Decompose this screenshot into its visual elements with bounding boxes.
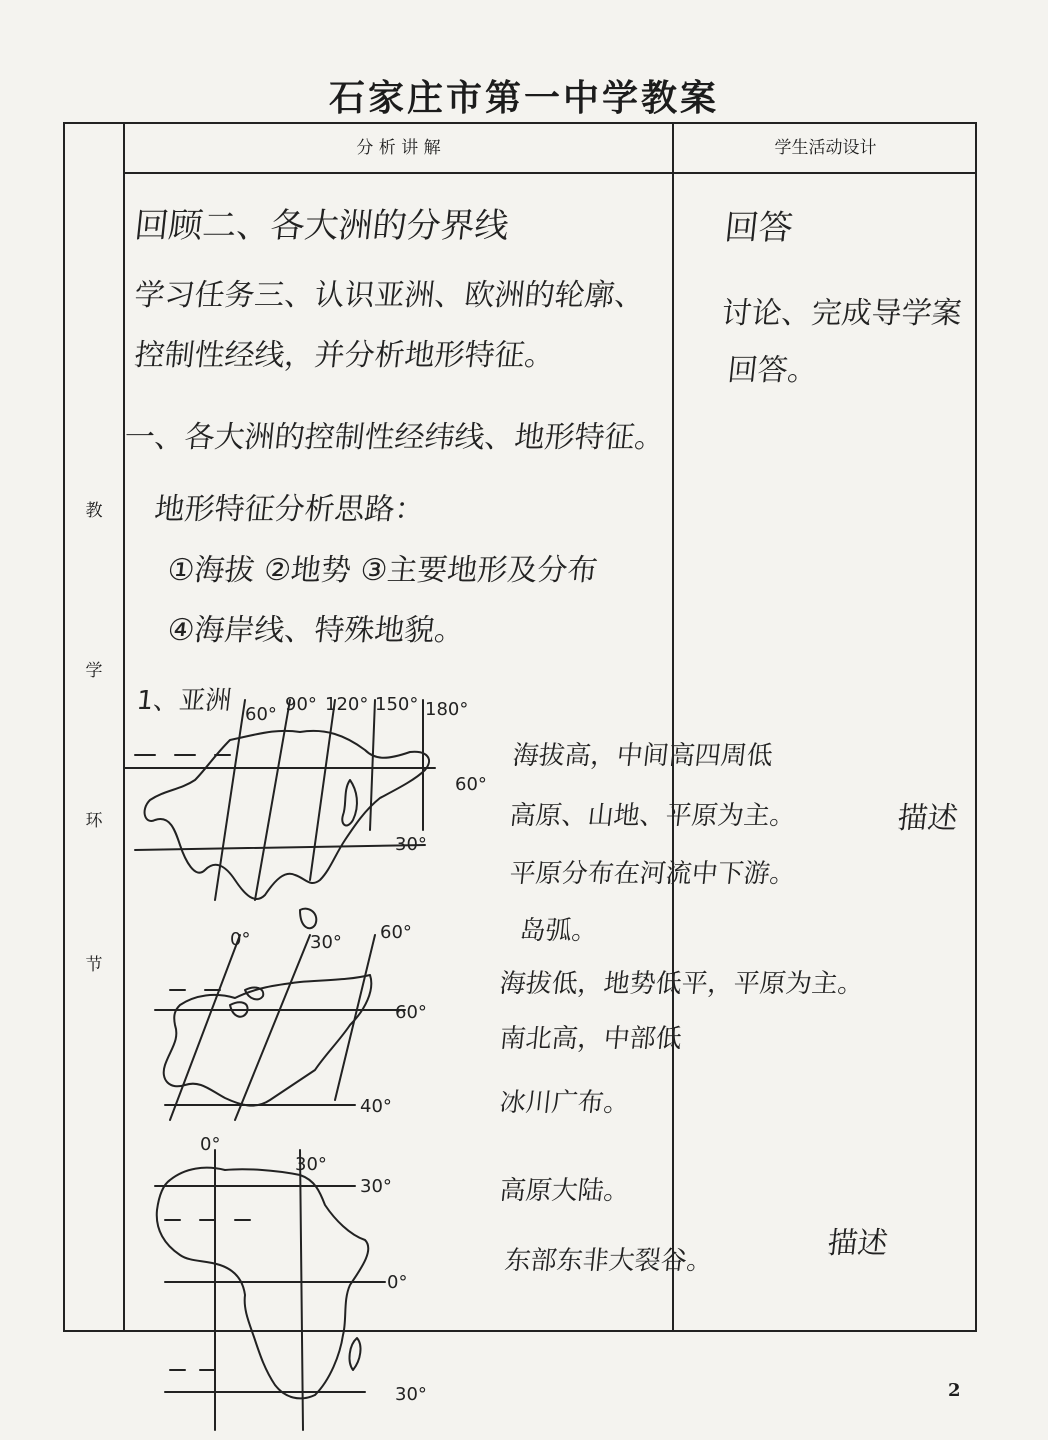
- asia-label: 1、亚洲: [135, 686, 233, 716]
- asia-note: 高原、山地、平原为主。: [508, 801, 798, 831]
- page-number: 2: [948, 1380, 961, 1401]
- side-label-char: 节: [85, 955, 103, 975]
- section-heading: 一、各大洲的控制性经纬线、地形特征。: [122, 420, 667, 455]
- continent-sketches: [125, 680, 595, 1440]
- africa-outline: [157, 1168, 369, 1399]
- asia-lon-label: 180°: [425, 699, 469, 720]
- africa-grid-label: 0°: [200, 1134, 221, 1155]
- activity-describe: 描述: [825, 1226, 890, 1261]
- page-title: 石家庄市第一中学教案: [328, 77, 719, 119]
- approach-points-1: ①海拔 ②地势 ③主要地形及分布: [165, 553, 600, 588]
- asia-lon-label: 150°: [375, 694, 419, 715]
- europe-grid-label: 60°: [395, 1002, 427, 1023]
- activity-discuss: 讨论、完成导学案: [719, 296, 964, 331]
- asia-outline: [145, 731, 429, 899]
- europe-grid-label: 60°: [380, 922, 412, 943]
- europe-note: 冰川广布。: [498, 1088, 632, 1118]
- asia-lon-label: 90°: [285, 694, 317, 715]
- europe-note: 海拔低，地势低平，平原为主。: [498, 969, 866, 999]
- africa-grid-label: 30°: [360, 1176, 392, 1197]
- side-label-char: 学: [85, 661, 103, 681]
- asia-lon-label: 60°: [245, 704, 277, 725]
- africa-grid-label: 30°: [295, 1154, 327, 1175]
- task-line-2: 控制性经线，并分析地形特征。: [132, 338, 557, 373]
- approach-heading: 地形特征分析思路：: [152, 492, 427, 527]
- side-label-char: 教: [85, 501, 103, 521]
- asia-lat-label: 30°: [395, 834, 427, 855]
- review-heading: 回顾二、各大洲的分界线: [132, 206, 511, 246]
- europe-grid-label: 30°: [310, 932, 342, 953]
- europe-grid-label: 0°: [230, 929, 251, 950]
- europe-grid-label: 40°: [360, 1096, 392, 1117]
- task-line-1: 学习任务三、认识亚洲、欧洲的轮廓、: [132, 278, 647, 313]
- activity-column-divider: [672, 124, 674, 1330]
- africa-grid-label: 0°: [387, 1272, 408, 1293]
- africa-note: 东部东非大裂谷。: [503, 1246, 715, 1276]
- asia-lat-label: 60°: [455, 774, 487, 795]
- header-divider: [123, 172, 975, 174]
- header-activity: 学生活动设计: [774, 138, 877, 158]
- approach-points-2: ④海岸线、特殊地貌。: [165, 613, 467, 648]
- africa-note: 高原大陆。: [498, 1176, 632, 1206]
- asia-lon-label: 120°: [325, 694, 369, 715]
- asia-note: 海拔高，中间高四周低: [511, 741, 775, 771]
- asia-note: 岛弧。: [518, 916, 600, 946]
- europe-note: 南北高，中部低: [498, 1024, 684, 1054]
- africa-grid-label: 30°: [395, 1384, 427, 1405]
- asia-note: 平原分布在河流中下游。: [508, 859, 798, 889]
- activity-describe: 描述: [895, 801, 960, 836]
- activity-answer: 回答。: [725, 353, 820, 388]
- activity-answer: 回答: [722, 208, 795, 248]
- side-label-char: 环: [85, 811, 103, 831]
- header-analysis: 分 析 讲 解: [356, 138, 441, 158]
